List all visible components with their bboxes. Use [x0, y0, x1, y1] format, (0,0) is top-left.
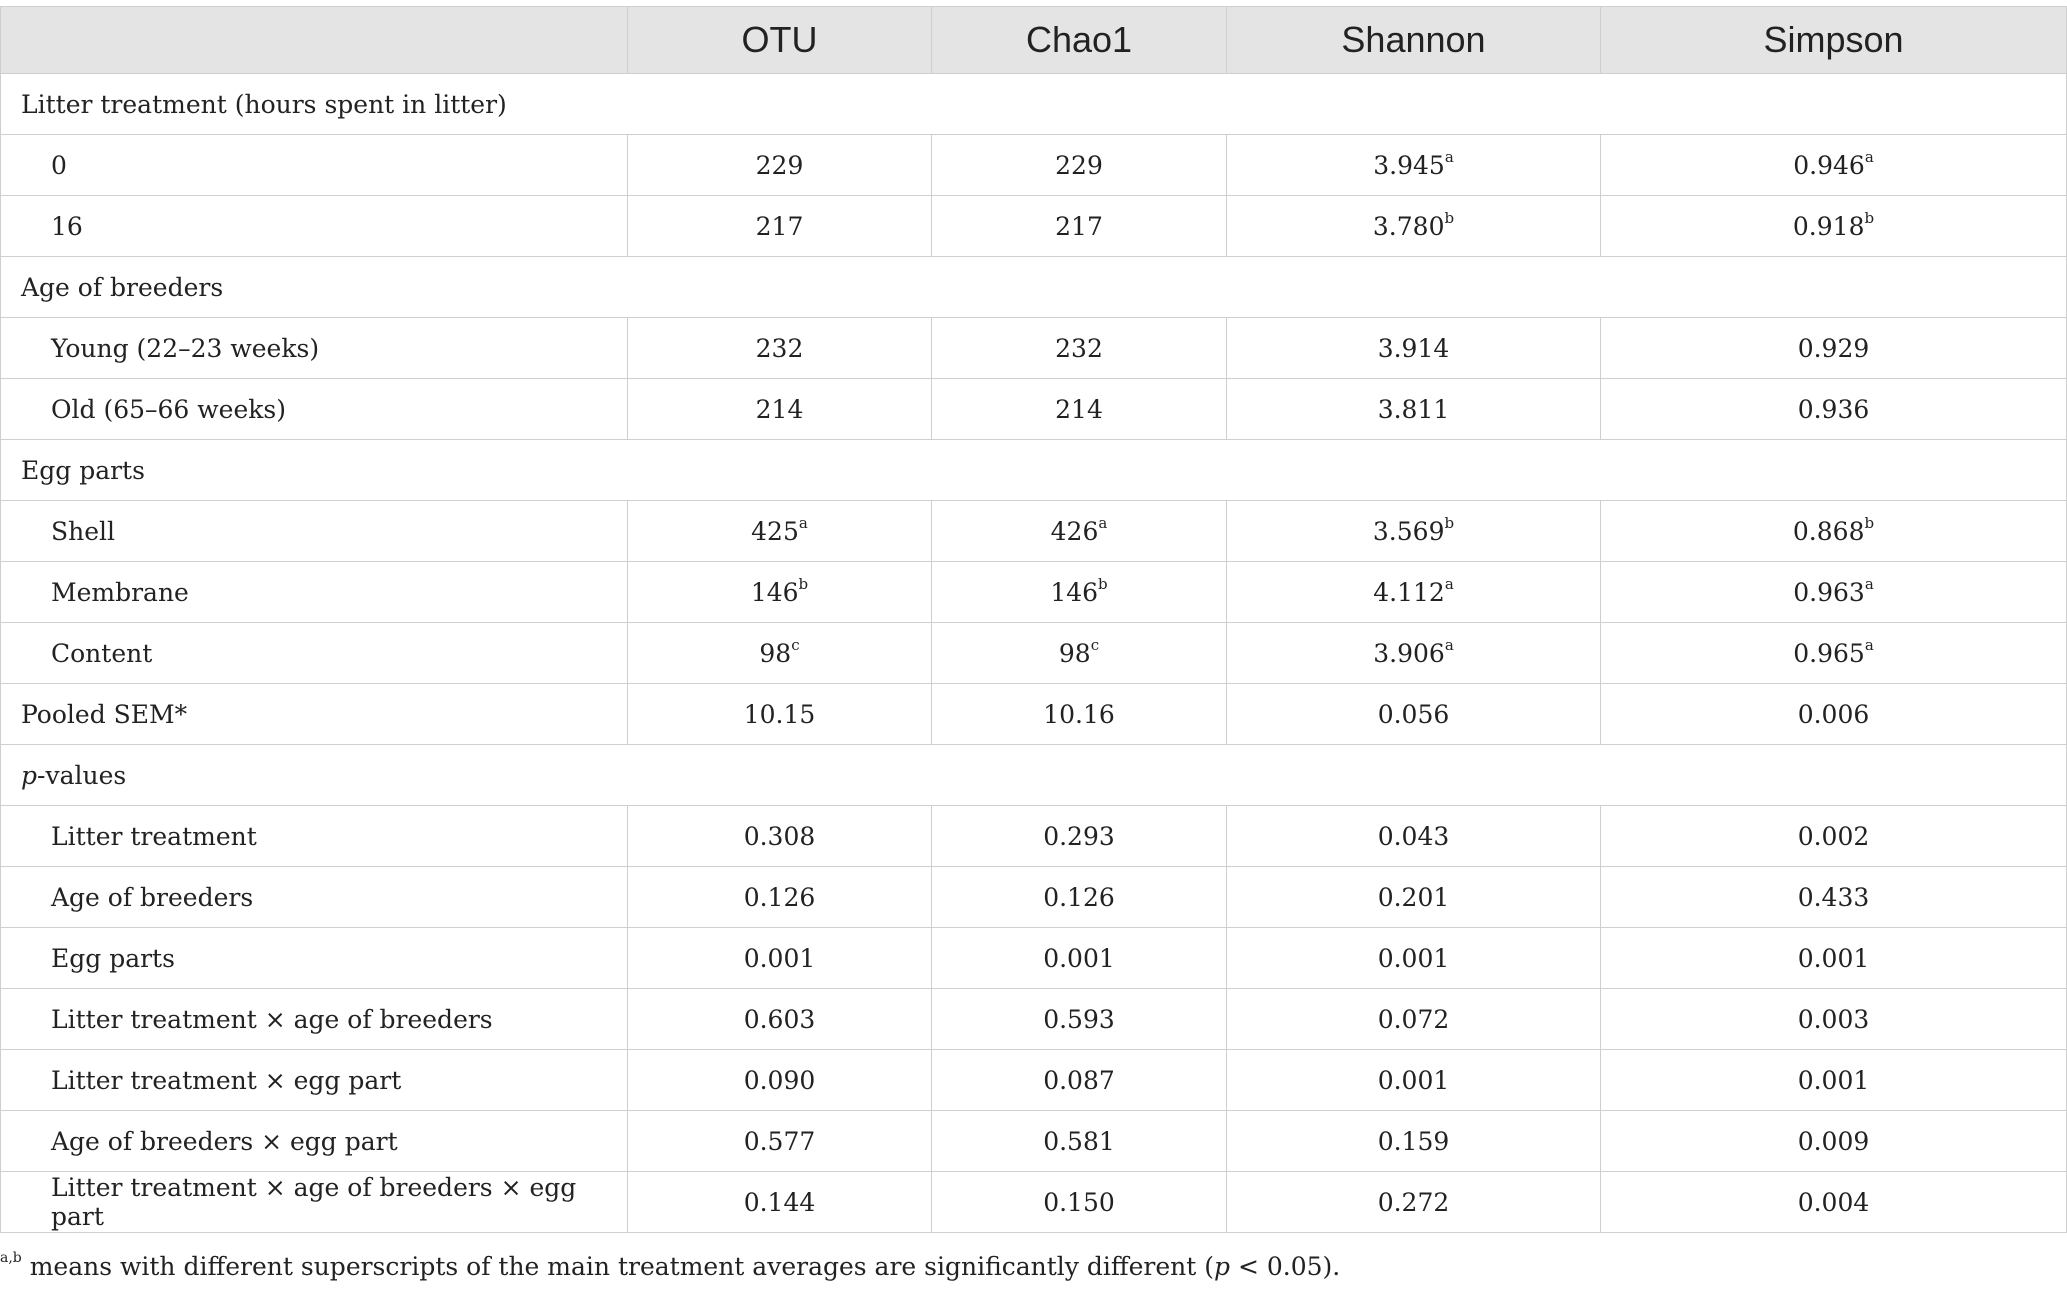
cell-superscript: a: [1444, 575, 1454, 594]
row-label: Litter treatment × egg part: [1, 1050, 628, 1111]
cell-shannon: [1227, 318, 1601, 379]
cell-otu: [628, 135, 932, 196]
row-label: Litter treatment × age of breeders: [1, 989, 628, 1050]
table-row: [1, 196, 2067, 257]
cell-shannon: 0.201: [1227, 867, 1601, 928]
cell-simpson: [1601, 623, 2067, 684]
cell-value: 0.929: [1797, 333, 1870, 363]
row-label: Shell: [1, 501, 628, 562]
cell-superscript: b: [1864, 209, 1875, 228]
cell-value: 232: [755, 333, 804, 363]
header-cell-chao1: Chao1: [932, 7, 1227, 74]
cell-value: 232: [1055, 333, 1103, 363]
cell-chao1: 0.293: [932, 806, 1227, 867]
row-label: Litter treatment × age of breeders × egg part: [1, 1172, 628, 1233]
header-cell-otu: OTU: [628, 7, 932, 74]
row-label: Young (22–23 weeks): [1, 318, 628, 379]
cell-superscript: a: [1864, 636, 1874, 655]
cell-superscript: b: [798, 575, 809, 594]
cell-simpson: [1601, 562, 2067, 623]
cell-value: 3.906: [1373, 638, 1445, 668]
cell-superscript: c: [1090, 636, 1100, 655]
cell-superscript: b: [1098, 575, 1108, 594]
cell-value: 146: [750, 577, 799, 607]
cell-chao1: [932, 623, 1227, 684]
table-row: [1, 623, 2067, 684]
cell-shannon: 0.043: [1227, 806, 1601, 867]
cell-superscript: a: [1444, 636, 1454, 655]
cell-otu: [628, 196, 932, 257]
diversity-table: [0, 6, 2067, 1233]
cell-superscript: a: [1864, 575, 1874, 594]
section-row: [1, 74, 2067, 135]
cell-value: 214: [1055, 394, 1103, 424]
cell-otu: [628, 318, 932, 379]
cell-simpson: [1601, 501, 2067, 562]
footnote-p-italic: p: [1214, 1252, 1231, 1281]
footnote-superscript: a,b: [0, 1249, 22, 1266]
cell-otu: 10.15: [628, 684, 932, 745]
cell-value: 0.868: [1792, 516, 1865, 546]
row-label: Age of breeders × egg part: [1, 1111, 628, 1172]
table-row: [1, 867, 2067, 928]
cell-chao1: 10.16: [932, 684, 1227, 745]
cell-value: 98: [1058, 638, 1091, 668]
table-footnote: [0, 1249, 1341, 1281]
cell-value: 3.811: [1377, 394, 1450, 424]
section-title: Egg parts: [1, 440, 2067, 501]
cell-chao1: 0.150: [932, 1172, 1227, 1233]
table-row: [1, 806, 2067, 867]
cell-shannon: [1227, 196, 1601, 257]
row-label: Membrane: [1, 562, 628, 623]
table-row: [1, 1172, 2067, 1233]
table-row: [1, 928, 2067, 989]
row-label: Content: [1, 623, 628, 684]
cell-simpson: 0.004: [1601, 1172, 2067, 1233]
cell-otu: 0.144: [628, 1172, 932, 1233]
cell-shannon: 0.272: [1227, 1172, 1601, 1233]
cell-superscript: b: [1444, 209, 1455, 228]
cell-value: 425: [751, 516, 799, 546]
cell-otu: 0.126: [628, 867, 932, 928]
table-row: [1, 135, 2067, 196]
cell-otu: 0.577: [628, 1111, 932, 1172]
section-title: Age of breeders: [1, 257, 2067, 318]
cell-chao1: 0.126: [932, 867, 1227, 928]
footnote-text-after: < 0.05).: [1230, 1252, 1341, 1281]
cell-value: 0.946: [1793, 150, 1865, 180]
footnote-text-before: means with different superscripts of the main treatment averages are significantly different (: [21, 1252, 1215, 1281]
row-label: Pooled SEM*: [1, 684, 628, 745]
cell-chao1: 0.087: [932, 1050, 1227, 1111]
cell-otu: 0.090: [628, 1050, 932, 1111]
header-cell-simpson: Simpson: [1601, 7, 2067, 74]
header-row: [1, 7, 2067, 74]
cell-value: 146: [1050, 577, 1099, 607]
row-label: 0: [1, 135, 628, 196]
pooled-sem-row: [1, 684, 2067, 745]
cell-simpson: [1601, 318, 2067, 379]
cell-chao1: [932, 562, 1227, 623]
cell-value: 0.963: [1793, 577, 1865, 607]
cell-value: 3.914: [1377, 333, 1450, 363]
cell-shannon: 0.001: [1227, 1050, 1601, 1111]
table-row: [1, 989, 2067, 1050]
cell-otu: [628, 623, 932, 684]
cell-shannon: 0.072: [1227, 989, 1601, 1050]
cell-simpson: [1601, 379, 2067, 440]
cell-otu: 0.308: [628, 806, 932, 867]
cell-shannon: [1227, 562, 1601, 623]
cell-chao1: [932, 196, 1227, 257]
cell-value: 98: [759, 638, 792, 668]
results-table-container: [0, 6, 2067, 1233]
cell-simpson: 0.002: [1601, 806, 2067, 867]
table-row: [1, 501, 2067, 562]
cell-value: 229: [1055, 150, 1103, 180]
section-title: Litter treatment (hours spent in litter): [1, 74, 2067, 135]
pvalues-title-italic: p: [21, 760, 38, 790]
section-row: [1, 257, 2067, 318]
cell-value: 3.945: [1373, 150, 1445, 180]
cell-value: 3.569: [1372, 516, 1445, 546]
cell-value: 0.965: [1793, 638, 1865, 668]
cell-otu: [628, 562, 932, 623]
cell-shannon: 0.001: [1227, 928, 1601, 989]
cell-value: 214: [755, 394, 804, 424]
cell-value: 3.780: [1372, 211, 1445, 241]
cell-chao1: [932, 501, 1227, 562]
cell-chao1: 0.581: [932, 1111, 1227, 1172]
section-row-pvalues: [1, 745, 2067, 806]
section-title: [1, 745, 2067, 806]
cell-simpson: 0.001: [1601, 1050, 2067, 1111]
cell-chao1: [932, 379, 1227, 440]
cell-shannon: 0.056: [1227, 684, 1601, 745]
cell-value: 229: [755, 150, 804, 180]
row-label: 16: [1, 196, 628, 257]
table-row: [1, 1111, 2067, 1172]
cell-simpson: 0.433: [1601, 867, 2067, 928]
cell-chao1: 0.001: [932, 928, 1227, 989]
cell-chao1: 0.593: [932, 989, 1227, 1050]
cell-otu: 0.603: [628, 989, 932, 1050]
table-row: [1, 318, 2067, 379]
cell-superscript: b: [1444, 514, 1455, 533]
table-body: [1, 74, 2067, 1233]
cell-chao1: [932, 318, 1227, 379]
row-label: Old (65–66 weeks): [1, 379, 628, 440]
cell-shannon: 0.159: [1227, 1111, 1601, 1172]
cell-simpson: 0.006: [1601, 684, 2067, 745]
header-cell-shannon: Shannon: [1227, 7, 1601, 74]
table-row: [1, 1050, 2067, 1111]
cell-value: 217: [1055, 211, 1103, 241]
row-label: Age of breeders: [1, 867, 628, 928]
cell-superscript: b: [1864, 514, 1875, 533]
cell-simpson: 0.009: [1601, 1111, 2067, 1172]
cell-shannon: [1227, 135, 1601, 196]
cell-value: 217: [755, 211, 804, 241]
header-cell-blank: [1, 7, 628, 74]
cell-shannon: [1227, 501, 1601, 562]
cell-simpson: 0.001: [1601, 928, 2067, 989]
table-row: [1, 379, 2067, 440]
cell-value: 0.936: [1797, 394, 1870, 424]
section-row: [1, 440, 2067, 501]
cell-shannon: [1227, 623, 1601, 684]
cell-superscript: a: [1098, 514, 1108, 533]
pvalues-title-rest: -values: [37, 760, 127, 790]
cell-value: 426: [1050, 516, 1099, 546]
cell-simpson: 0.003: [1601, 989, 2067, 1050]
cell-chao1: [932, 135, 1227, 196]
cell-superscript: a: [798, 514, 808, 533]
row-label: Litter treatment: [1, 806, 628, 867]
cell-superscript: c: [791, 636, 800, 655]
cell-simpson: [1601, 196, 2067, 257]
cell-shannon: [1227, 379, 1601, 440]
cell-simpson: [1601, 135, 2067, 196]
cell-value: 4.112: [1373, 577, 1445, 607]
cell-otu: 0.001: [628, 928, 932, 989]
table-row: [1, 562, 2067, 623]
cell-otu: [628, 501, 932, 562]
cell-superscript: a: [1444, 148, 1454, 167]
row-label: Egg parts: [1, 928, 628, 989]
cell-value: 0.918: [1792, 211, 1865, 241]
cell-otu: [628, 379, 932, 440]
cell-superscript: a: [1864, 148, 1874, 167]
